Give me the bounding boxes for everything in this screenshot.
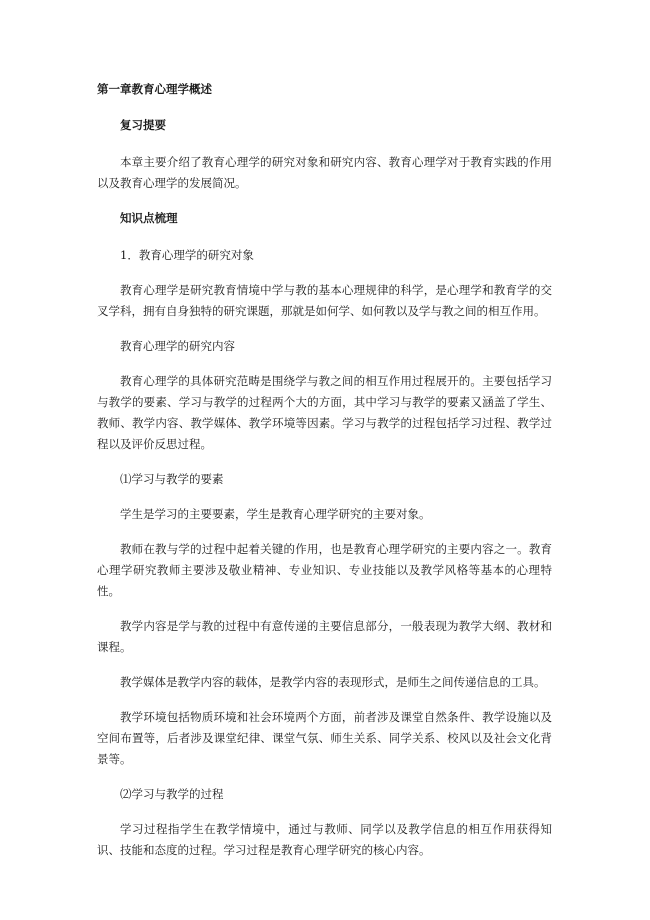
paragraph-research-scope: 教育心理学的具体研究范畴是围绕学与教之间的相互作用过程展开的。主要包括学习与教学的要素、学习与教学的过程两个大的方面，其中学习与教学的要素又涵盖了学生、教师、教学内容、教学媒体、教学环境等因素。学习与教学的过程包括学习过程、教学过程以及评价反思过程。 [97,374,552,451]
subheading-research-content: 教育心理学的研究内容 [120,339,235,353]
subheading-research-object: 1．教育心理学的研究对象 [120,248,254,262]
paragraph-students: 学生是学习的主要要素，学生是教育心理学研究的主要对象。 [120,507,431,521]
review-paragraph: 本章主要介绍了教育心理学的研究对象和研究内容、教育心理学对于教育实践的作用以及教育心理学的发展简况。 [97,155,552,190]
paragraph-teaching-content: 教学内容是学与教的过程中有意传递的主要信息部分，一般表现为教学大纲、教材和课程。 [97,619,552,654]
review-heading: 复习提要 [120,118,166,132]
subheading-process: ⑵学习与教学的过程 [120,787,224,801]
paragraph-teaching-media: 教学媒体是教学内容的载体，是教学内容的表现形式，是师生之间传递信息的工具。 [120,675,546,689]
subheading-elements: ⑴学习与教学的要素 [120,472,224,486]
paragraph-teachers: 教师在教与学的过程中起着关键的作用，也是教育心理学研究的主要内容之一。教育心理学研究教师主要涉及敬业精神、专业知识、专业技能以及教学风格等基本的心理特性。 [97,542,552,598]
paragraph-teaching-environment: 教学环境包括物质环境和社会环境两个方面，前者涉及课堂自然条件、教学设施以及空间布置等，后者涉及课堂纪律、课堂气氛、师生关系、同学关系、校风以及社会文化背景等。 [97,710,552,766]
paragraph-learning-process: 学习过程指学生在教学情境中，通过与教师、同学以及教学信息的相互作用获得知识、技能和态度的过程。学习过程是教育心理学研究的核心内容。 [97,822,552,857]
paragraph-definition: 教育心理学是研究教育情境中学与教的基本心理规律的科学，是心理学和教育学的交叉学科，拥有自身独特的研究课题，那就是如何学、如何教以及学与教之间的相互作用。 [97,283,552,318]
document-body [97,79,552,875]
knowledge-heading: 知识点梳理 [120,211,178,225]
chapter-title: 第一章教育心理学概述 [97,82,212,96]
